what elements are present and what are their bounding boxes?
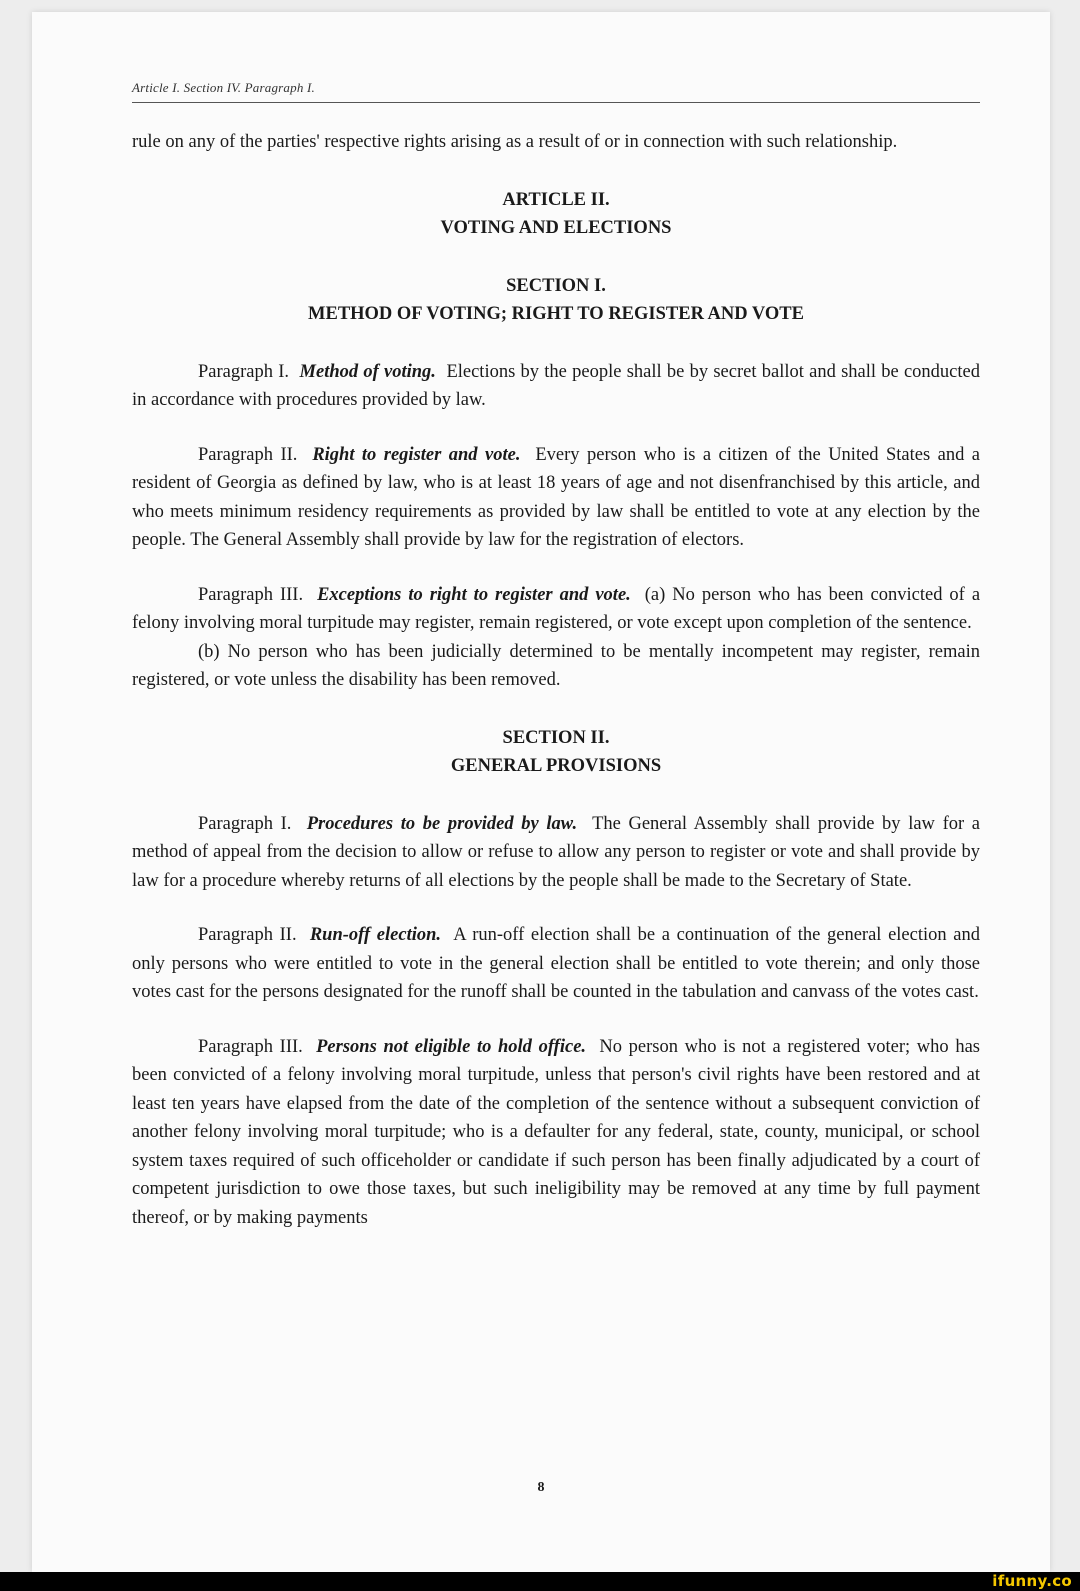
paragraph-title: Right to register and vote. [312, 444, 521, 465]
paragraph-text: Elections by the people shall be by secret ballot and shall be conducted in accordance with procedures provided by law. [132, 361, 980, 410]
s1-paragraph-2 [132, 441, 980, 555]
paragraph-title: Exceptions to right to register and vote. [317, 584, 631, 605]
paragraph-title: Persons not eligible to hold office. [316, 1036, 587, 1057]
page-number: 8 [537, 1480, 545, 1495]
s2-paragraph-1 [132, 810, 980, 896]
section-2-number: SECTION II. [502, 727, 610, 748]
page-content [132, 128, 980, 1232]
paragraph-text: Every person who is a citizen of the United States and a resident of Georgia as defined by law, who is at least 18 years of age and not disenfranchised by this article, and who meets minimum residency requirements as provided by law shall be entitled to vote at any election by the people. The General Assembly shall provide by law for the registration of electors. [132, 444, 981, 550]
s2-paragraph-2 [132, 921, 980, 1007]
paragraph-title: Procedures to be provided by law. [306, 813, 578, 834]
paragraph-label: Paragraph II. [198, 925, 297, 945]
paragraph-label: Paragraph II. [198, 444, 298, 465]
footer-bar [0, 1572, 1080, 1591]
paragraph-label: Paragraph I. [198, 813, 292, 834]
paragraph-label: Paragraph I. [198, 361, 290, 382]
s1-paragraph-3-subparagraph-b: (b) No person who has been judicially determined to be mentally incompetent may register, remain registered, or vote unless the disability has been removed. [132, 641, 980, 690]
running-header: Article I. Section IV. Paragraph I. [132, 80, 315, 95]
article-title: VOTING AND ELECTIONS [440, 218, 672, 238]
section-1-number: SECTION I. [506, 275, 606, 296]
s1-paragraph-3 [132, 581, 980, 638]
header-rule [132, 102, 980, 103]
paragraph-text: The General Assembly shall provide by law for a method of appeal from the decision to allow or refuse to allow any person to register or vote and shall provide by law for a procedure whereby returns of all elections by the people shall be made to the Secretary of State. [132, 813, 981, 891]
paragraph-title: Method of voting. [299, 361, 436, 382]
paragraph-text: (a) No person who has been convicted of a felony involving moral turpitude may register, remain registered, or vote except upon completion of the sentence. [132, 584, 981, 633]
paragraph-title: Run-off election. [309, 925, 442, 945]
s1-paragraph-1 [132, 358, 980, 415]
article-number: ARTICLE II. [502, 189, 610, 210]
document-page [32, 12, 1050, 1572]
ifunny-watermark: ifunny.co [992, 1572, 1072, 1590]
section-1-title: METHOD OF VOTING; RIGHT TO REGISTER AND VOTE [308, 304, 804, 324]
intro-text: rule on any of the parties' respective rights arising as a result of or in connection with such relationship. [132, 132, 898, 152]
paragraph-label: Paragraph III. [198, 1036, 303, 1057]
paragraph-text: No person who is not a registered voter; who has been convicted of a felony involving moral turpitude, unless that person's civil rights have been restored and at least ten years have elapsed from the date of the completion of the sentence without a subsequent conviction of another felony involving moral turpitude; who is a defaulter for any federal, state, county, municipal, or school system taxes required of such officeholder or candidate if such person has been finally adjudicated by a court of competent jurisdiction to owe those taxes, but such ineligibility may be removed at any time by full payment thereof, or by making payments [132, 1036, 980, 1228]
s2-paragraph-3 [132, 1033, 980, 1233]
paragraph-text: A run-off election shall be a continuation of the general election and only persons who were entitled to vote in the general election shall be entitled to vote therein; and only those votes cast for the persons designated for the runoff shall be counted in the tabulation and canvass of the votes cast. [132, 925, 980, 1002]
section-2-title: GENERAL PROVISIONS [450, 756, 662, 776]
paragraph-label: Paragraph III. [198, 584, 304, 605]
